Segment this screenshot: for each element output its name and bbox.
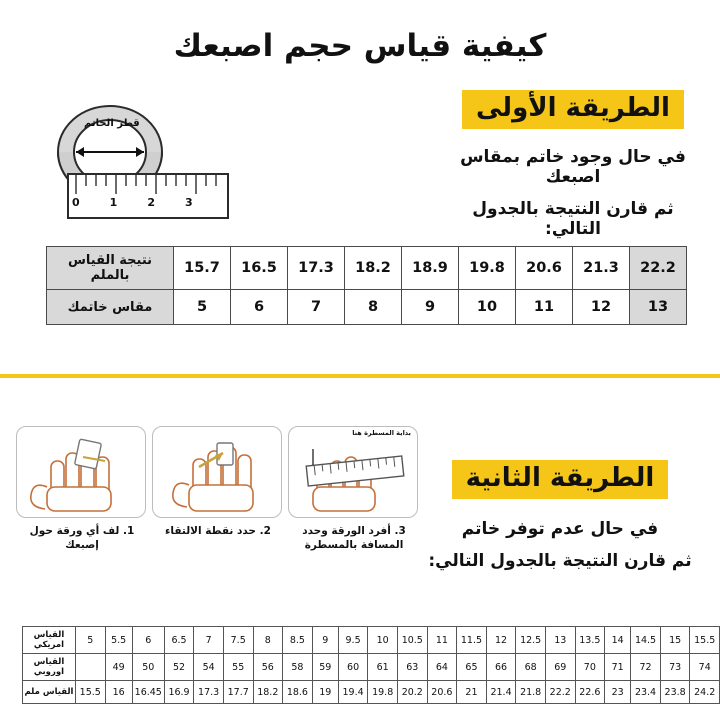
t2-r0-c8: 11.5 bbox=[457, 627, 487, 654]
t2-r1-c16: 55 bbox=[223, 654, 253, 681]
step-2 bbox=[154, 426, 282, 576]
t2-r0-c13: 9 bbox=[312, 627, 338, 654]
t2-r2-c12: 19.4 bbox=[338, 681, 368, 704]
t2-r2-c7: 21.4 bbox=[486, 681, 516, 704]
page-title: كيفية قياس حجم اصبعك bbox=[173, 28, 547, 64]
method-one-table bbox=[46, 246, 687, 325]
t2-r0-c14: 8.5 bbox=[283, 627, 313, 654]
t1-r1-c4: 18.9 bbox=[402, 247, 459, 290]
t2-r0-c6: 12.5 bbox=[516, 627, 546, 654]
t1-r2-c5: 8 bbox=[345, 290, 402, 325]
t2-r2-c19: 16.45 bbox=[132, 681, 164, 704]
t2-r1-c20: 49 bbox=[105, 654, 132, 681]
t2-r2-c1: 23.8 bbox=[660, 681, 690, 704]
t1-r2-c4: 9 bbox=[402, 290, 459, 325]
t2-r0-c5: 13 bbox=[545, 627, 575, 654]
t2-r0-c10: 10.5 bbox=[397, 627, 427, 654]
step-1 bbox=[18, 426, 146, 576]
t2-r0-c19: 6 bbox=[132, 627, 164, 654]
t2-r0-c0: 15.5 bbox=[690, 627, 720, 654]
step-3-ruler-note: بداية المسطرة هنا bbox=[352, 429, 411, 437]
ring-diameter-illustration bbox=[40, 90, 260, 230]
t2-r2-c3: 23 bbox=[605, 681, 631, 704]
method-two-badge: الطريقة الثانية bbox=[452, 460, 669, 499]
t2-r1-c15: 56 bbox=[253, 654, 283, 681]
t2-r0-c15: 8 bbox=[253, 627, 283, 654]
method-two-text bbox=[420, 460, 700, 571]
t2-r2-c4: 22.6 bbox=[575, 681, 605, 704]
ruler-tick-1: 1 bbox=[109, 196, 118, 209]
method-two-section bbox=[0, 398, 720, 588]
step-1-illustration bbox=[16, 426, 146, 518]
step-1-caption: 1. لف أي ورقة حول إصبعك bbox=[29, 525, 135, 552]
t2-r0-c4: 13.5 bbox=[575, 627, 605, 654]
t2-r1-c9: 64 bbox=[427, 654, 457, 681]
ruler-tick-2: 2 bbox=[147, 196, 155, 209]
t2-r1-c6: 68 bbox=[516, 654, 546, 681]
t2-r2-c13: 19 bbox=[312, 681, 338, 704]
table-row bbox=[47, 290, 687, 325]
method-two-table bbox=[22, 626, 720, 704]
step-3-caption: 3. أفرد الورقة وحدد المسافة بالمسطرة bbox=[302, 525, 406, 552]
t2-r1-c1: 73 bbox=[660, 654, 690, 681]
t2-r1-c19: 50 bbox=[132, 654, 164, 681]
t2-r0-c21: 5 bbox=[75, 627, 105, 654]
table-row bbox=[23, 681, 720, 704]
t2-r0-c1: 15 bbox=[660, 627, 690, 654]
t2-r1-c18: 52 bbox=[164, 654, 194, 681]
table-row bbox=[23, 654, 720, 681]
method-one-badge: الطريقة الأولى bbox=[462, 90, 684, 129]
t1-r2-c1: 12 bbox=[573, 290, 630, 325]
t2-r2-c2: 23.4 bbox=[631, 681, 661, 704]
t2-r0-c11: 10 bbox=[368, 627, 398, 654]
t2-r2-c0: 24.2 bbox=[690, 681, 720, 704]
ruler-tick-0: 0 bbox=[72, 196, 80, 209]
t2-r2-c17: 17.3 bbox=[194, 681, 224, 704]
t2-r2-c21: 15.5 bbox=[75, 681, 105, 704]
method-one-text bbox=[448, 90, 698, 239]
step-3-illustration bbox=[288, 426, 418, 518]
method-two-steps bbox=[18, 426, 418, 576]
t1-r2-c8: 5 bbox=[174, 290, 231, 325]
t2-r1-c10: 63 bbox=[397, 654, 427, 681]
t2-r2-c10: 20.2 bbox=[397, 681, 427, 704]
t2-r1-c21 bbox=[75, 654, 105, 681]
ruler-tick-3: 3 bbox=[184, 196, 193, 209]
t2-r0-c9: 11 bbox=[427, 627, 457, 654]
t2-r1-c14: 58 bbox=[283, 654, 313, 681]
t2-r0-c16: 7.5 bbox=[223, 627, 253, 654]
method-two-line-1: في حال عدم توفر خاتم bbox=[461, 518, 659, 539]
t2-r1-c8: 65 bbox=[457, 654, 487, 681]
t2-r0-c18: 6.5 bbox=[164, 627, 194, 654]
t2-r0-c2: 14.5 bbox=[631, 627, 661, 654]
t2-r2-c20: 16 bbox=[105, 681, 132, 704]
t1-r1-c7: 16.5 bbox=[231, 247, 288, 290]
t1-r2-c0: 13 bbox=[630, 290, 687, 325]
step-3 bbox=[290, 426, 418, 576]
t2-r1-c5: 69 bbox=[545, 654, 575, 681]
t1-r1-c8: 15.7 bbox=[174, 247, 231, 290]
t2-r2-c15: 18.2 bbox=[253, 681, 283, 704]
t1-r2-c7: 6 bbox=[231, 290, 288, 325]
section-divider bbox=[0, 374, 720, 378]
table-row bbox=[23, 627, 720, 654]
t2-r2-c5: 22.2 bbox=[545, 681, 575, 704]
t1-r1-c2: 20.6 bbox=[516, 247, 573, 290]
t1-r2-c2: 11 bbox=[516, 290, 573, 325]
t2-row2-label: القياس ملم bbox=[23, 681, 76, 704]
t2-r2-c14: 18.6 bbox=[283, 681, 313, 704]
t2-r1-c13: 59 bbox=[312, 654, 338, 681]
t2-r1-c12: 60 bbox=[338, 654, 368, 681]
t1-r1-c6: 17.3 bbox=[288, 247, 345, 290]
t2-row1-label: القياس اوروبي bbox=[23, 654, 76, 681]
t2-r0-c12: 9.5 bbox=[338, 627, 368, 654]
t2-r2-c11: 19.8 bbox=[368, 681, 398, 704]
t2-r0-c20: 5.5 bbox=[105, 627, 132, 654]
t2-r0-c7: 12 bbox=[486, 627, 516, 654]
t2-r1-c11: 61 bbox=[368, 654, 398, 681]
t2-r2-c6: 21.8 bbox=[516, 681, 546, 704]
method-two-line-2: ثم قارن النتيجة بالجدول التالي: bbox=[428, 550, 692, 571]
t1-r2-c3: 10 bbox=[459, 290, 516, 325]
t1-r2-c6: 7 bbox=[288, 290, 345, 325]
ring-diameter-caption: قطر الخاتم bbox=[84, 118, 140, 129]
t2-r1-c4: 70 bbox=[575, 654, 605, 681]
t2-r1-c3: 71 bbox=[605, 654, 631, 681]
t2-row0-label: القياس امريكي bbox=[23, 627, 76, 654]
t2-r1-c7: 66 bbox=[486, 654, 516, 681]
method-one-line-2: ثم قارن النتيجة بالجدول التالي: bbox=[472, 198, 674, 239]
step-2-caption: 2. حدد نقطة الالتقاء bbox=[165, 525, 271, 537]
t2-r2-c16: 17.7 bbox=[223, 681, 253, 704]
t2-r1-c2: 72 bbox=[631, 654, 661, 681]
t1-r1-c1: 21.3 bbox=[573, 247, 630, 290]
t1-r1-c5: 18.2 bbox=[345, 247, 402, 290]
t1-r1-c3: 19.8 bbox=[459, 247, 516, 290]
t1-row1-label: نتيجة القياس بالملم bbox=[47, 247, 174, 290]
t2-r1-c17: 54 bbox=[194, 654, 224, 681]
step-2-illustration bbox=[152, 426, 282, 518]
table-row bbox=[47, 247, 687, 290]
t2-r0-c17: 7 bbox=[194, 627, 224, 654]
t1-row2-label: مقاس خاتمك bbox=[47, 290, 174, 325]
method-one-line-1: في حال وجود خاتم بمقاس اصبعك bbox=[460, 146, 686, 187]
t2-r2-c18: 16.9 bbox=[164, 681, 194, 704]
t1-r1-c0: 22.2 bbox=[630, 247, 687, 290]
t2-r2-c8: 21 bbox=[457, 681, 487, 704]
t2-r1-c0: 74 bbox=[690, 654, 720, 681]
t2-r0-c3: 14 bbox=[605, 627, 631, 654]
t2-r2-c9: 20.6 bbox=[427, 681, 457, 704]
